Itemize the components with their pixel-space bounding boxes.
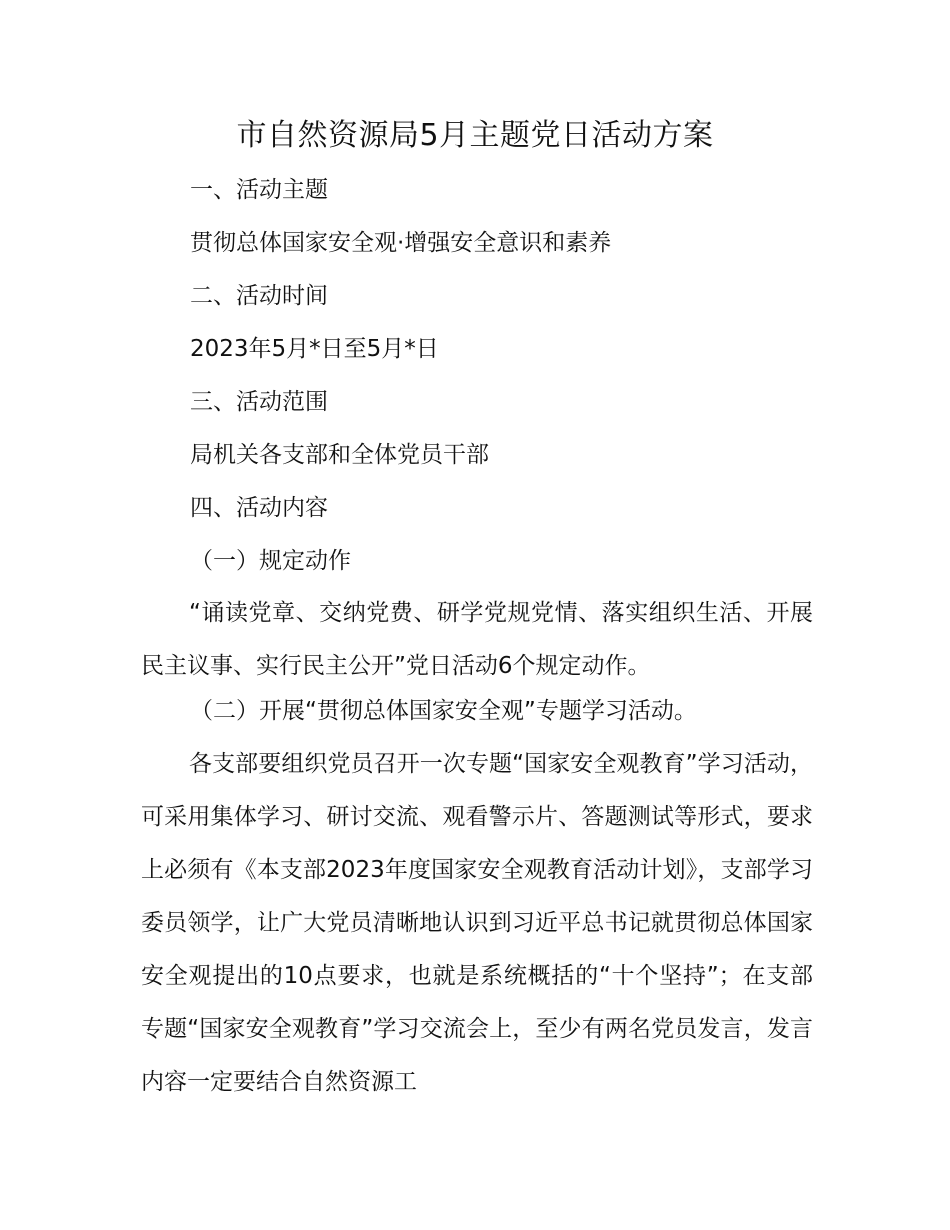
document-title: 市自然资源局5月主题党日活动方案 (236, 118, 714, 153)
time-content: 2023年5月*日至5月*日 (190, 336, 439, 362)
section-heading-time: 二、活动时间 (190, 283, 328, 309)
section-heading-content: 四、活动内容 (190, 495, 328, 521)
security-study-paragraph: 各支部要组织党员召开一次专题“国家安全观教育”学习活动，可采用集体学习、研讨交流、观看警示片、答题测试等形式，要求上必须有《本支部2023年度国家安全观教育活动计划》，支部学习委员领学，让广大党员清晰地认识到习近平总书记就贯彻总体国家安全观提出的10点要求，也就是系统概括的“十个坚持”；在支部专题“国家安全观教育”学习交流会上，至少有两名党员发言，发言内容一定要结合自然资源工 (141, 751, 813, 1095)
required-actions-paragraph: “诵读党章、交纳党费、研学党规党情、落实组织生活、开展民主议事、实行民主公开”党日活动6个规定动作。 (141, 600, 813, 679)
section-heading-scope: 三、活动范围 (190, 389, 328, 415)
scope-content: 局机关各支部和全体党员干部 (190, 442, 489, 468)
subsection-heading-security-study: （二）开展“贯彻总体国家安全观”专题学习活动。 (190, 698, 697, 724)
section-heading-theme: 一、活动主题 (190, 177, 328, 203)
theme-content: 贯彻总体国家安全观·增强安全意识和素养 (190, 230, 612, 256)
subsection-heading-required-actions: （一）规定动作 (190, 548, 351, 574)
